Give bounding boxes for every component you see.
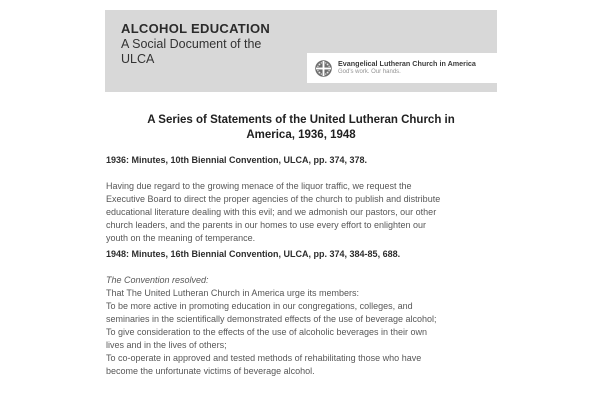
document-title-line-1: A Series of Statements of the United Lutheran Church in — [147, 114, 455, 126]
body-line: become the unfortunate victims of beverage alcohol. — [106, 366, 315, 376]
elca-cross-icon — [315, 60, 332, 77]
body-line: Executive Board to direct the proper agencies of the church to publish and distribute — [106, 194, 441, 204]
header-title: ALCOHOL EDUCATION — [121, 21, 271, 36]
section-heading-1936: 1936: Minutes, 10th Biennial Convention, ULCA, pp. 374, 378. — [106, 155, 368, 165]
resolution-intro: The Convention resolved: — [106, 275, 209, 285]
section-body-1948 — [106, 274, 437, 378]
header-banner — [105, 10, 497, 92]
body-line: To co-operate in approved and tested methods of rehabilitating those who have — [106, 353, 422, 363]
body-line: To be more active in promoting education in our congregations, colleges, and — [106, 301, 413, 311]
body-line: That The United Lutheran Church in America urge its members: — [106, 288, 359, 298]
org-tagline: God's work. Our hands. — [338, 69, 401, 75]
document-title-line-2: America, 1936, 1948 — [246, 128, 356, 141]
body-line: Having due regard to the growing menace of the liquor traffic, we request the — [106, 181, 412, 191]
section-body-1936 — [106, 180, 440, 245]
badge-text-block — [338, 60, 476, 77]
section-heading-1948: 1948: Minutes, 16th Biennial Convention, ULCA, pp. 374, 384-85, 688. — [106, 249, 401, 259]
body-line: church leaders, and the parents in our homes to use every effort to enlighten our — [106, 220, 427, 230]
elca-logo-badge — [307, 53, 497, 83]
body-line: lives and in the lives of others; — [106, 340, 227, 350]
body-line: seminaries in the scientifically demonstrated effects of the use of beverage alcohol; — [106, 314, 437, 324]
body-line: youth on the meaning of temperance. — [106, 233, 256, 243]
header-subtitle-line-1: A Social Document of the — [121, 37, 262, 51]
header-text-block — [121, 21, 270, 67]
body-line: To give consideration to the effects of the use of alcoholic beverages in their own — [106, 327, 428, 337]
body-line: educational literature dealing with this evil; and we admonish our pastors, our other — [106, 207, 437, 217]
org-name: Evangelical Lutheran Church in America — [338, 58, 476, 68]
document-title — [105, 113, 497, 142]
header-subtitle-line-2: ULCA — [121, 52, 155, 66]
